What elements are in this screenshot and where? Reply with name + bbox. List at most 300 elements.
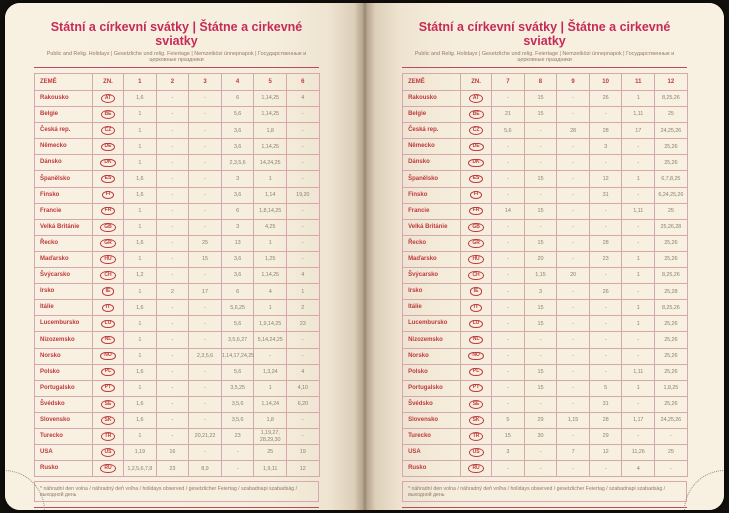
page-right-content	[402, 20, 687, 510]
month-value-cell: -	[557, 461, 590, 477]
table-row	[403, 412, 688, 428]
month-value-cell: 1	[622, 300, 655, 316]
month-value-cell: -	[286, 332, 319, 348]
country-name-cell: Lucembursko	[403, 316, 461, 332]
month-value-cell: 15	[524, 107, 557, 123]
table-row	[403, 364, 688, 380]
country-name-cell: USA	[403, 445, 461, 461]
code-cell	[461, 284, 492, 300]
country-code-badge: IT	[470, 304, 482, 313]
month-value-cell: 1,11	[622, 364, 655, 380]
country-code-badge: PT	[469, 384, 483, 393]
code-cell	[461, 123, 492, 139]
month-value-cell: -	[254, 348, 287, 364]
month-value-cell: -	[286, 219, 319, 235]
month-value-cell: 1	[124, 251, 157, 267]
month-value-cell: 1,9,14,25	[254, 316, 287, 332]
month-value-cell: -	[189, 332, 222, 348]
month-value-cell: -	[492, 187, 525, 203]
table-row	[35, 396, 320, 412]
country-code-badge: NL	[101, 336, 116, 345]
month-value-cell: 20	[557, 268, 590, 284]
month-value-cell: 2	[286, 300, 319, 316]
table-row	[35, 445, 320, 461]
month-value-cell: 25,26	[655, 235, 688, 251]
page-left	[5, 3, 366, 510]
header-cell-month: 11	[622, 74, 655, 91]
country-code-badge: FI	[470, 191, 482, 200]
month-value-cell: 3,5,6,27	[221, 332, 254, 348]
month-value-cell: -	[286, 235, 319, 251]
month-value-cell: 15	[492, 428, 525, 444]
country-code-badge: CZ	[469, 126, 484, 135]
month-value-cell: -	[589, 268, 622, 284]
code-cell	[93, 284, 124, 300]
month-value-cell: -	[286, 155, 319, 171]
month-value-cell: -	[156, 219, 189, 235]
month-value-cell: 1,8	[254, 123, 287, 139]
month-value-cell: 1,2,5,6,7,8	[124, 461, 157, 477]
month-value-cell: -	[286, 348, 319, 364]
header-cell-month: 2	[156, 74, 189, 91]
month-value-cell: 1	[622, 316, 655, 332]
month-value-cell: 1,8,25	[655, 380, 688, 396]
month-value-cell: -	[492, 300, 525, 316]
table-row	[403, 300, 688, 316]
month-value-cell: -	[589, 316, 622, 332]
month-value-cell: 1,14,25	[254, 91, 287, 107]
country-name-cell: Polsko	[35, 364, 93, 380]
month-value-cell: 3,5,6	[221, 396, 254, 412]
table-row	[403, 235, 688, 251]
code-cell	[461, 461, 492, 477]
month-value-cell: 25,26	[655, 251, 688, 267]
code-cell	[461, 91, 492, 107]
month-value-cell: -	[492, 461, 525, 477]
month-value-cell: -	[189, 219, 222, 235]
country-code-badge: NO	[468, 352, 484, 361]
country-name-cell: Řecko	[35, 235, 93, 251]
month-value-cell: 1,19	[124, 445, 157, 461]
month-value-cell: 4	[286, 364, 319, 380]
month-value-cell: -	[557, 251, 590, 267]
month-value-cell: 1,9,11	[254, 461, 287, 477]
month-value-cell: 28	[589, 123, 622, 139]
month-value-cell: 25,26	[655, 332, 688, 348]
country-name-cell: Velká Británie	[35, 219, 93, 235]
month-value-cell: -	[524, 139, 557, 155]
header-row	[35, 74, 320, 91]
month-value-cell: 4,25	[254, 219, 287, 235]
month-value-cell: 6	[221, 284, 254, 300]
table-row	[35, 171, 320, 187]
month-value-cell: 5,6	[492, 123, 525, 139]
country-name-cell: Švédsko	[403, 396, 461, 412]
month-value-cell: 25,26	[655, 316, 688, 332]
country-name-cell: Turecko	[35, 428, 93, 444]
country-code-badge: DE	[469, 143, 484, 152]
country-code-badge: TR	[469, 432, 484, 441]
month-value-cell: -	[156, 107, 189, 123]
table-row	[35, 123, 320, 139]
month-value-cell: -	[156, 155, 189, 171]
month-value-cell: 1	[622, 251, 655, 267]
month-value-cell: -	[286, 171, 319, 187]
country-code-badge: GB	[468, 223, 484, 232]
header-row	[403, 74, 688, 91]
month-value-cell: 1,25	[254, 251, 287, 267]
country-code-badge: CH	[100, 271, 115, 280]
country-code-badge: CZ	[101, 126, 116, 135]
month-value-cell: 1,15	[524, 268, 557, 284]
title-rule	[402, 67, 687, 68]
month-value-cell: 30	[524, 428, 557, 444]
month-value-cell: 6,20	[286, 396, 319, 412]
country-name-cell: Řecko	[403, 235, 461, 251]
month-value-cell: 1,8	[254, 412, 287, 428]
month-value-cell: -	[622, 219, 655, 235]
country-code-badge: NO	[100, 352, 116, 361]
month-value-cell: 23	[221, 428, 254, 444]
month-value-cell: 15	[524, 300, 557, 316]
country-code-badge: AT	[101, 94, 115, 103]
bottom-double-rule	[402, 507, 687, 510]
month-value-cell: 2,3,5,6	[189, 348, 222, 364]
month-value-cell: -	[156, 300, 189, 316]
month-value-cell: -	[156, 380, 189, 396]
country-code-badge: SK	[101, 416, 116, 425]
month-value-cell: 3,6	[221, 123, 254, 139]
month-value-cell: 25,26	[655, 155, 688, 171]
month-value-cell: -	[286, 123, 319, 139]
month-value-cell: 1,6	[124, 396, 157, 412]
month-value-cell: 1,6	[124, 412, 157, 428]
table-row	[403, 348, 688, 364]
month-value-cell: 3	[589, 139, 622, 155]
month-value-cell: 17	[622, 123, 655, 139]
month-value-cell: 25	[189, 235, 222, 251]
month-value-cell: -	[524, 187, 557, 203]
month-value-cell: 1,6	[124, 187, 157, 203]
code-cell	[461, 348, 492, 364]
footnote: * náhradní den volna / náhradný deň voľna / holidays observed / gesetzlicher Feiertag / szabadnapi szabadság / выходной день	[34, 481, 319, 502]
country-code-badge: SK	[469, 416, 484, 425]
country-code-badge: AT	[469, 94, 483, 103]
month-value-cell: 1	[286, 284, 319, 300]
month-value-cell: 19,20	[286, 187, 319, 203]
month-value-cell: 2	[156, 284, 189, 300]
month-value-cell: -	[189, 155, 222, 171]
month-value-cell: -	[492, 91, 525, 107]
country-name-cell: Dánsko	[35, 155, 93, 171]
code-cell	[93, 412, 124, 428]
month-value-cell: 20,21,22	[189, 428, 222, 444]
table-row	[403, 445, 688, 461]
month-value-cell: -	[156, 428, 189, 444]
table-row	[403, 461, 688, 477]
month-value-cell: 3,6	[221, 251, 254, 267]
month-value-cell: 5,6,25	[221, 300, 254, 316]
table-row	[403, 251, 688, 267]
code-cell	[461, 332, 492, 348]
country-code-badge: PL	[101, 368, 115, 377]
month-value-cell: 6	[221, 203, 254, 219]
month-value-cell: 5,14,24,25	[254, 332, 287, 348]
month-value-cell: -	[156, 332, 189, 348]
table-row	[403, 380, 688, 396]
month-value-cell: -	[492, 348, 525, 364]
country-name-cell: Maďarsko	[403, 251, 461, 267]
month-value-cell: 3	[524, 284, 557, 300]
code-cell	[461, 187, 492, 203]
month-value-cell: 1,15	[557, 412, 590, 428]
month-value-cell: 1,6	[124, 171, 157, 187]
month-value-cell: 1,11	[622, 107, 655, 123]
month-value-cell: -	[156, 364, 189, 380]
country-code-badge: SE	[101, 400, 116, 409]
month-value-cell: 7	[557, 445, 590, 461]
code-cell	[93, 219, 124, 235]
country-name-cell: Portugalsko	[35, 380, 93, 396]
code-cell	[461, 300, 492, 316]
month-value-cell: -	[221, 445, 254, 461]
month-value-cell: 6,24,25,26	[655, 187, 688, 203]
month-value-cell: 21	[492, 107, 525, 123]
month-value-cell: 1,14,25	[254, 107, 287, 123]
header-cell-month: 10	[589, 74, 622, 91]
month-value-cell: 3,5,25	[221, 380, 254, 396]
header-cell-code: ZN.	[93, 74, 124, 91]
month-value-cell: -	[557, 107, 590, 123]
month-value-cell: -	[557, 396, 590, 412]
table-row	[403, 91, 688, 107]
month-value-cell: -	[557, 219, 590, 235]
month-value-cell: -	[557, 139, 590, 155]
page-title: Státní a církevní svátky | Štátne a cirkevné sviatky	[50, 20, 303, 48]
month-value-cell: -	[557, 348, 590, 364]
code-cell	[93, 396, 124, 412]
country-code-badge: LU	[469, 320, 484, 329]
table-row	[403, 316, 688, 332]
holidays-table-right	[402, 73, 688, 477]
month-value-cell: -	[286, 412, 319, 428]
month-value-cell: -	[189, 364, 222, 380]
month-value-cell: 25	[655, 203, 688, 219]
month-value-cell: 2,3,5,6	[221, 155, 254, 171]
header-cell-month: 9	[557, 74, 590, 91]
country-code-badge: PT	[101, 384, 115, 393]
table-row	[403, 171, 688, 187]
country-name-cell: Francie	[403, 203, 461, 219]
month-value-cell: 3,6	[221, 268, 254, 284]
country-code-badge: IE	[470, 287, 483, 296]
month-value-cell: -	[524, 461, 557, 477]
country-name-cell: Španělsko	[403, 171, 461, 187]
header-cell-month: 5	[254, 74, 287, 91]
country-code-badge: GR	[468, 239, 484, 248]
country-name-cell: Švédsko	[35, 396, 93, 412]
table-row	[35, 428, 320, 444]
month-value-cell: 25,26	[655, 348, 688, 364]
country-code-badge: FR	[469, 207, 484, 216]
month-value-cell: 1	[622, 91, 655, 107]
country-code-badge: DE	[101, 143, 116, 152]
month-value-cell: -	[492, 155, 525, 171]
title-rule	[34, 67, 319, 68]
code-cell	[93, 203, 124, 219]
diary-book-spread	[5, 3, 724, 510]
month-value-cell: 1	[254, 380, 287, 396]
month-value-cell: -	[524, 155, 557, 171]
month-value-cell: 3,6	[221, 139, 254, 155]
month-value-cell: 11,26	[622, 445, 655, 461]
month-value-cell: 8,9	[189, 461, 222, 477]
month-value-cell: -	[557, 380, 590, 396]
code-cell	[461, 380, 492, 396]
month-value-cell: -	[492, 316, 525, 332]
month-value-cell: 23	[286, 316, 319, 332]
country-name-cell: Španělsko	[35, 171, 93, 187]
country-name-cell: Norsko	[403, 348, 461, 364]
table-row	[35, 251, 320, 267]
table-row	[35, 461, 320, 477]
month-value-cell: 4	[286, 268, 319, 284]
month-value-cell: 1,14,17,24,25	[221, 348, 254, 364]
country-code-badge: RU	[468, 464, 483, 473]
month-value-cell: 25	[655, 445, 688, 461]
code-cell	[93, 428, 124, 444]
month-value-cell: 1,14,25	[254, 268, 287, 284]
month-value-cell: -	[492, 380, 525, 396]
table-row	[35, 284, 320, 300]
country-code-badge: BE	[469, 110, 484, 119]
country-code-badge: BE	[101, 110, 116, 119]
page-subtitle: Public and Relig. Holidays | Gesetzliche und relig. Feiertage | Nemzetközi ünnepnapok | Государственные и церковные праздники	[46, 51, 307, 63]
month-value-cell: 12	[286, 461, 319, 477]
month-value-cell: 4,10	[286, 380, 319, 396]
table-row	[35, 219, 320, 235]
month-value-cell: 25,26,28	[655, 219, 688, 235]
header-cell-month: 12	[655, 74, 688, 91]
code-cell	[461, 412, 492, 428]
month-value-cell: 6,7,8,25	[655, 171, 688, 187]
month-value-cell: 1	[124, 139, 157, 155]
month-value-cell: 4	[622, 461, 655, 477]
country-code-badge: ES	[101, 175, 116, 184]
page-left-content	[34, 20, 319, 510]
country-code-badge: ES	[469, 175, 484, 184]
month-value-cell: 1,17	[622, 412, 655, 428]
country-name-cell: Švýcarsko	[403, 268, 461, 284]
code-cell	[93, 461, 124, 477]
code-cell	[93, 155, 124, 171]
month-value-cell: -	[557, 332, 590, 348]
month-value-cell: 8,25,26	[655, 268, 688, 284]
country-code-badge: DK	[100, 159, 115, 168]
month-value-cell: -	[557, 300, 590, 316]
month-value-cell: -	[622, 187, 655, 203]
month-value-cell: -	[589, 348, 622, 364]
table-row	[35, 348, 320, 364]
code-cell	[461, 364, 492, 380]
code-cell	[93, 251, 124, 267]
month-value-cell: -	[524, 445, 557, 461]
month-value-cell: 3	[492, 445, 525, 461]
header-cell-country: ZEMĚ	[403, 74, 461, 91]
country-name-cell: Velká Británie	[403, 219, 461, 235]
table-row	[35, 268, 320, 284]
page-title: Státní a církevní svátky | Štátne a cirkevné sviatky	[418, 20, 671, 48]
table-row	[403, 123, 688, 139]
month-value-cell: -	[557, 364, 590, 380]
month-value-cell: 26	[589, 91, 622, 107]
month-value-cell: 4	[254, 284, 287, 300]
country-code-badge: HU	[100, 255, 115, 264]
table-row	[35, 380, 320, 396]
month-value-cell: 1,11	[622, 203, 655, 219]
country-name-cell: Rusko	[35, 461, 93, 477]
month-value-cell: -	[189, 268, 222, 284]
month-value-cell: 1	[124, 332, 157, 348]
month-value-cell: -	[492, 171, 525, 187]
month-value-cell: 1,14,24	[254, 396, 287, 412]
month-value-cell: 1	[124, 107, 157, 123]
month-value-cell: 12	[589, 171, 622, 187]
month-value-cell: 25	[254, 445, 287, 461]
month-value-cell: -	[189, 300, 222, 316]
table-row	[35, 187, 320, 203]
month-value-cell: 3,6	[221, 187, 254, 203]
country-code-badge: US	[469, 448, 484, 457]
month-value-cell: -	[655, 461, 688, 477]
page-right	[363, 3, 724, 510]
month-value-cell: -	[622, 284, 655, 300]
country-name-cell: Francie	[35, 203, 93, 219]
month-value-cell: -	[492, 284, 525, 300]
month-value-cell: -	[156, 235, 189, 251]
month-value-cell: -	[622, 139, 655, 155]
code-cell	[461, 251, 492, 267]
month-value-cell: 5,6	[221, 107, 254, 123]
month-value-cell: -	[589, 332, 622, 348]
code-cell	[461, 428, 492, 444]
month-value-cell: 1	[124, 316, 157, 332]
month-value-cell: -	[189, 316, 222, 332]
code-cell	[93, 139, 124, 155]
month-value-cell: -	[492, 396, 525, 412]
month-value-cell: 6	[221, 91, 254, 107]
month-value-cell: -	[189, 107, 222, 123]
month-value-cell: 24,25,26	[655, 412, 688, 428]
month-value-cell: 3	[221, 219, 254, 235]
month-value-cell: 15	[524, 235, 557, 251]
month-value-cell: 1	[124, 123, 157, 139]
code-cell	[461, 396, 492, 412]
month-value-cell: -	[557, 316, 590, 332]
code-cell	[461, 171, 492, 187]
country-name-cell: Belgie	[403, 107, 461, 123]
table-row	[35, 300, 320, 316]
month-value-cell: -	[622, 348, 655, 364]
table-row	[403, 428, 688, 444]
table-row	[35, 235, 320, 251]
country-code-badge: GR	[100, 239, 116, 248]
month-value-cell: -	[286, 139, 319, 155]
country-code-badge: FR	[101, 207, 116, 216]
country-code-badge: GB	[100, 223, 116, 232]
month-value-cell: 24,25,26	[655, 123, 688, 139]
month-value-cell: 15	[524, 316, 557, 332]
